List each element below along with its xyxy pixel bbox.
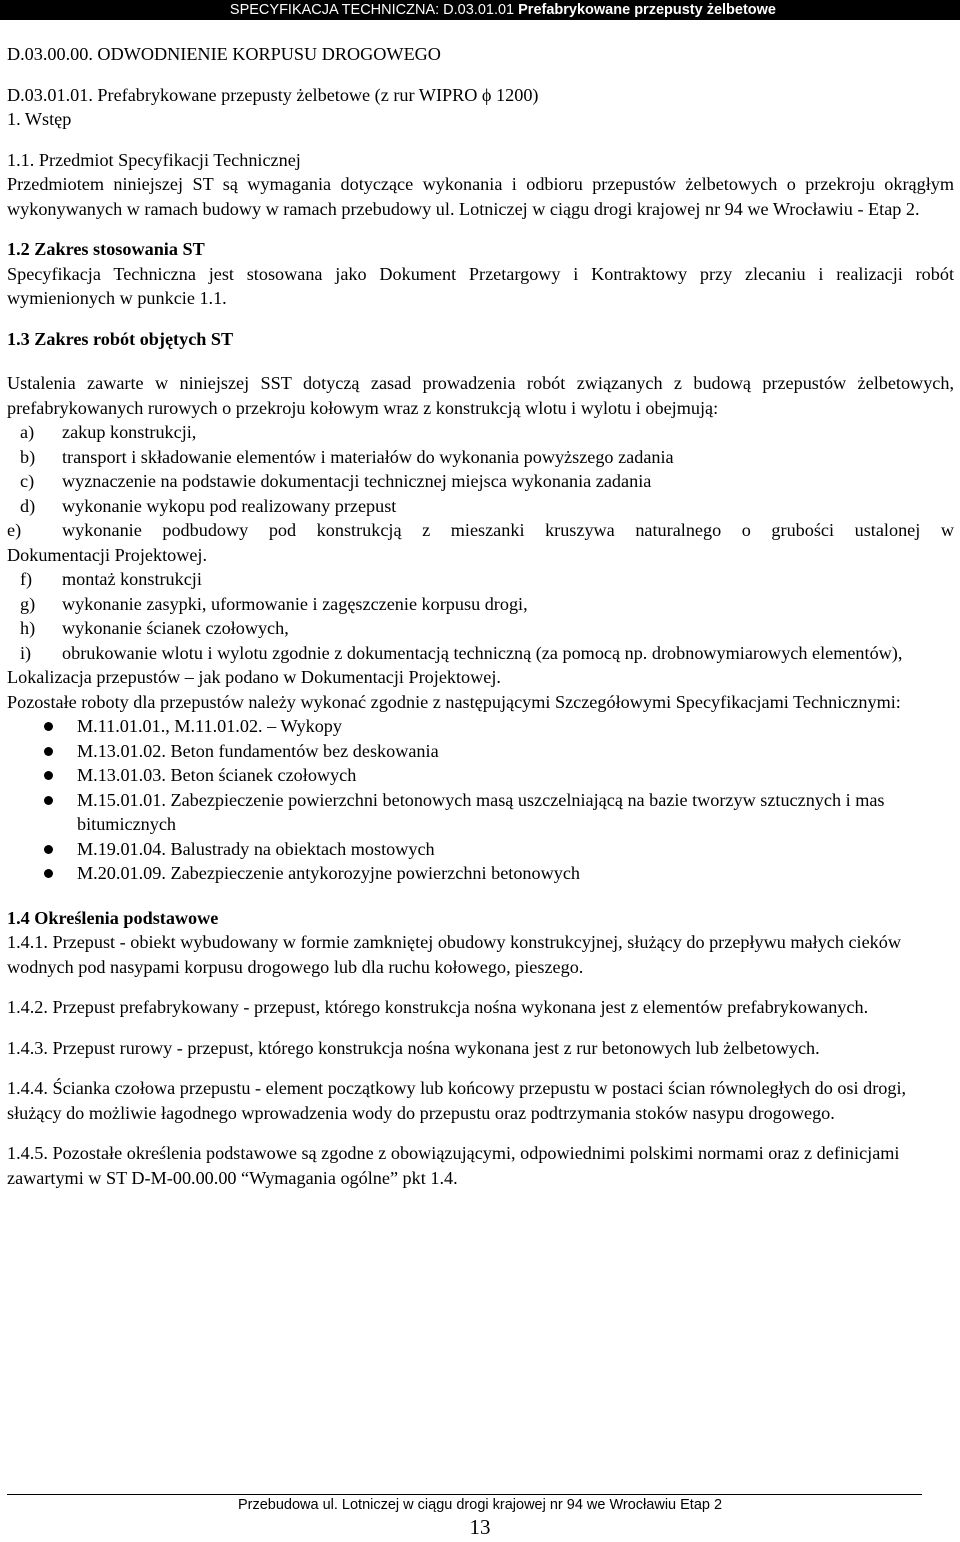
list-text: wykonanie podbudowy pod konstrukcją z mieszanki kruszywa naturalnego o grubości ustalonej w [62,520,954,540]
location-note: Lokalizacja przepustów – jak podano w Dokumentacji Projektowej. [7,667,501,687]
bullet-text: M.15.01.01. Zabezpieczenie powierzchni betonowych masą uszczelniającą na bazie tworzyw sztucznych i mas bitumicznych [77,789,885,834]
section-1-3-intro: Ustalenia zawarte w niniejszej SST dotyczą zasad prowadzenia robót związanych z budową przepustów żelbetowych, prefabrykowanych rurowych o przekroju kołowym wraz z konstrukcją wlotu i wylotu i obejmują: [7,373,954,418]
list-marker: i) [20,642,32,663]
bullet-icon [7,788,77,837]
list-item [7,494,954,519]
definition-1-4-2: 1.4.2. Przepust prefabrykowany - przepust, którego konstrukcja nośna wykonana jest z elementów prefabrykowanych. [7,997,869,1017]
list-marker: e) [7,520,22,540]
definition-1-4-1: 1.4.1. Przepust - obiekt wybudowany w formie zamkniętej obudowy konstrukcyjnej, służący do przepływu małych cieków wodnych pod nasypami korpusu drogowego lub dla ruchu kołowego, pieszego. [7,932,902,977]
scope-list [7,420,954,665]
running-header-bar [0,0,960,20]
group-title: D.03.00.00. ODWODNIENIE KORPUSU DROGOWEGO [7,44,441,64]
list-marker: h) [20,618,36,638]
spec-bullet-list [7,714,954,886]
bullet-item [7,861,954,886]
list-text: obrukowanie wlotu i wylotu zgodnie z dokumentacją techniczną (za pomocą np. drobnowymiarowych elementów), [62,642,903,663]
intro-heading: 1. Wstęp [7,109,72,129]
bullet-icon [7,739,77,764]
list-text: wykonanie zasypki, uformowanie i zagęszczenie korpusu drogi, [62,593,528,614]
list-marker: g) [20,593,36,614]
list-text: transport i składowanie elementów i materiałów do wykonania powyższego zadania [62,446,674,467]
bullet-text: M.11.01.01., M.11.01.02. – Wykopy [77,716,342,736]
section-1-1-heading: 1.1. Przedmiot Specyfikacji Technicznej [7,149,301,170]
document-body [7,42,954,1190]
list-item [7,420,954,445]
bullet-icon [7,763,77,788]
bullet-item [7,714,954,739]
list-item [7,616,954,641]
list-marker: c) [20,471,35,491]
list-text: wykonanie wykopu pod realizowany przepust [62,495,397,516]
header-prefix: SPECYFIKACJA TECHNICZNA: D.03.01.01 [229,2,519,18]
list-marker: d) [20,495,36,516]
other-works-note: Pozostałe roboty dla przepustów należy wykonać zgodnie z następującymi Szczegółowymi Specyfikacjami Technicznymi: [7,691,901,712]
list-marker: b) [20,446,36,467]
list-text: montaż konstrukcji [62,569,202,589]
bullet-item [7,788,954,837]
definition-1-4-5: 1.4.5. Pozostałe określenia podstawowe są zgodne z obowiązującymi, odpowiednimi polskimi normami oraz z definicjami zawartymi w ST D-M-00.00.00 “Wymagania ogólne” pkt 1.4. [7,1143,900,1188]
list-item [7,641,954,666]
list-marker: a) [20,422,35,442]
bullet-icon [7,861,77,886]
page-number: 13 [469,1515,491,1539]
definition-1-4-3: 1.4.3. Przepust rurowy - przepust, którego konstrukcja nośna wykonana jest z rur betonowych lub żelbetowych. [7,1037,820,1058]
list-item [7,567,954,592]
section-1-4-heading: 1.4 Określenia podstawowe [7,907,219,928]
bullet-text: M.13.01.03. Beton ścianek czołowych [77,765,357,785]
list-item [7,518,954,543]
bullet-icon [7,837,77,862]
list-text: wyznaczenie na podstawie dokumentacji technicznej miejsca wykonania zadania [62,471,652,491]
section-1-2-body: Specyfikacja Techniczna jest stosowana jako Dokument Przetargowy i Kontraktowy przy zlecaniu i realizacji robót wymienionych w punkcie 1.1. [7,263,954,308]
bullet-item [7,763,954,788]
list-item [7,445,954,470]
bullet-icon [7,714,77,739]
footer-divider [7,1494,922,1495]
list-text: wykonanie ścianek czołowych, [62,618,289,638]
list-text: zakup konstrukcji, [62,422,197,442]
section-1-2-heading: 1.2 Zakres stosowania ST [7,239,205,259]
list-item-continuation: Dokumentacji Projektowej. [7,544,208,565]
definition-1-4-4: 1.4.4. Ścianka czołowa przepustu - element początkowy lub końcowy przepustu w postaci ścian równoległych do osi drogi, służący do możliwie łagodnego wprowadzenia wody do przepustu oraz podtrzymania stoków nasypu drogowego. [7,1078,907,1123]
bullet-text: M.13.01.02. Beton fundamentów bez deskowania [77,740,439,761]
footer-text: Przebudowa ul. Lotniczej w ciągu drogi krajowej nr 94 we Wrocławiu Etap 2 [237,1497,723,1513]
section-1-1-body: Przedmiotem niniejszej ST są wymagania dotyczące wykonania i odbioru przepustów żelbetowych o przekroju okrągłym wykonywanych w ramach budowy w ramach przebudowy ul. Lotniczej w ciągu drogi krajowej nr 94 we Wrocławiu - Etap 2. [7,174,954,219]
bullet-text: M.19.01.04. Balustrady na obiektach mostowych [77,838,435,859]
running-header [230,0,776,20]
bullet-item [7,739,954,764]
bullet-text: M.20.01.09. Zabezpieczenie antykorozyjne powierzchni betonowych [77,863,581,883]
list-item [7,592,954,617]
bullet-item [7,837,954,862]
header-bold: Prefabrykowane przepusty żelbetowe [518,2,776,18]
list-marker: f) [20,569,33,589]
section-1-3-heading: 1.3 Zakres robót objętych ST [7,328,234,349]
list-item [7,469,954,494]
item-title: D.03.01.01. Prefabrykowane przepusty żelbetowe (z rur WIPRO ϕ 1200) [7,84,539,105]
